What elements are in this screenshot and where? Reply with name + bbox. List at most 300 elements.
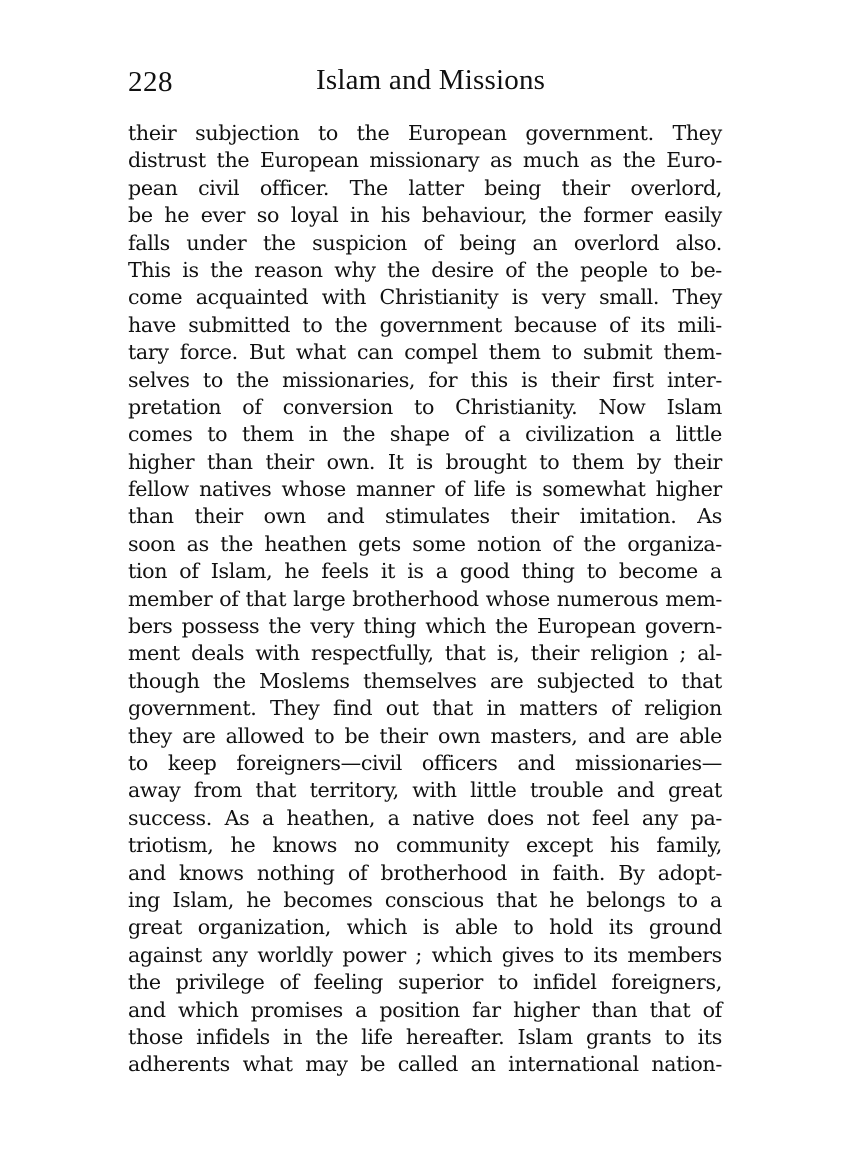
word: being [484,175,541,200]
word: the [342,422,376,447]
word: them [488,340,541,365]
word: may [305,1052,348,1077]
word: al- [697,641,722,666]
running-title: Islam and Missions [316,64,546,96]
word: Islam [517,1024,573,1049]
word: infidel [532,970,597,995]
word: of [464,422,484,447]
word: Islam, [210,559,273,584]
word: their [194,504,243,529]
word: be [360,1052,386,1077]
word: pa- [690,805,722,830]
word: religion [590,641,669,666]
word: any [211,942,248,967]
text-line [128,668,722,695]
text-line [128,120,722,147]
word: heathen [264,531,347,556]
word: in [486,696,506,721]
word: the [210,257,243,282]
word: out [385,696,419,721]
word: respectfully, [310,641,434,666]
word: pretation [128,394,222,419]
word: privilege [175,970,265,995]
word: to [513,915,534,940]
word: officer. [259,175,330,200]
word: the [268,614,302,639]
word: member [128,586,213,611]
text-line [128,367,722,394]
word: is [515,477,533,502]
word: that [444,641,486,666]
word: are [182,723,216,748]
word: brotherhood [380,860,507,885]
text-line [128,449,722,476]
word: easily [664,203,722,228]
word: the [356,121,390,145]
word: matters [519,696,598,721]
word: the [387,257,420,282]
word: of [552,531,572,556]
word: government [379,312,502,337]
word: keep [167,750,217,775]
text-line [128,312,722,339]
word: to [207,422,228,447]
word: is [182,257,199,282]
word: good [459,559,510,584]
word: their [550,367,600,392]
word: it [380,559,396,584]
text-line [128,503,722,530]
word: their [510,504,559,529]
word: an [532,230,558,255]
word: to [563,942,584,967]
word: he [164,203,190,228]
text-line [128,969,722,996]
word: suspicion [312,230,407,255]
word: European [408,121,507,145]
word: missionaries, [282,367,416,392]
word: which [177,997,239,1022]
word: are [635,723,669,748]
text-line [128,230,722,257]
text-line [128,860,722,887]
word: Christianity [379,285,499,310]
word: of [179,559,199,584]
word: Christianity. [455,394,578,419]
word: faith. [552,860,606,885]
word: ; [415,942,423,967]
word: be [344,723,370,748]
word: the [262,230,296,255]
word: to [659,257,680,282]
word: inter- [666,367,722,392]
word: called [397,1052,458,1077]
word: can [357,340,394,365]
word: its [640,312,666,337]
word: own [438,723,481,748]
word: any [641,805,678,830]
text-line [128,586,722,613]
word: his [380,203,411,228]
text-line [128,257,722,284]
word: and [326,504,365,529]
word: by [636,449,661,474]
word: submit [582,340,653,365]
word: their [379,723,428,748]
word: he [549,887,575,912]
word: as [589,148,612,173]
word: imitation. [579,504,677,529]
word: grants [586,1024,652,1049]
word: territory, [309,778,399,803]
word: that [245,586,287,611]
word: able [679,723,722,748]
word: knows [272,833,337,858]
word: and [128,997,166,1022]
text-line [128,1051,722,1078]
page-header [128,66,724,106]
word: hereafter. [405,1024,505,1049]
word: feel [592,805,630,830]
word: bers [128,614,173,639]
word: belongs [586,887,666,912]
word: that [432,696,473,721]
word: though [128,668,200,693]
word: little [470,778,517,803]
word: of [702,997,722,1022]
word: As [224,805,250,830]
page-number: 228 [128,66,173,98]
body-text [128,120,722,1079]
word: he [230,833,256,858]
word: But [249,340,285,365]
text-line [128,942,722,969]
word: loyal [290,203,339,228]
word: distrust [128,148,206,173]
word: superior [397,970,484,995]
word: so [256,203,280,228]
word: its [697,1024,722,1049]
text-line [128,202,722,229]
text-line [128,805,722,832]
word: first [612,367,654,392]
word: higher [655,477,722,502]
word: to [498,970,518,995]
word: of [279,970,299,995]
word: than [591,997,638,1022]
word: tary [128,340,169,365]
word: stimulates [385,504,490,529]
word: of [242,394,262,419]
word: deals [191,641,245,666]
word: except [525,833,593,858]
word: the [213,668,246,693]
word: to [317,121,338,145]
word: be [128,203,153,228]
word: numerous [556,586,659,611]
word: masters, [490,723,578,748]
word: govern- [644,614,722,639]
word: than [128,504,174,529]
word: the [535,257,569,282]
word: higher [128,449,195,474]
word: is [511,285,529,310]
word: It [387,449,404,474]
word: to [551,340,572,365]
word: as [186,531,209,556]
word: nation- [651,1052,722,1077]
word: feeling [313,970,383,995]
word: a [710,887,722,912]
word: Islam [666,394,722,419]
word: and [517,750,556,775]
word: their [673,449,722,474]
word: little [675,422,722,447]
word: they [128,723,172,748]
text-line [128,914,722,941]
word: whose [281,477,346,502]
word: the [622,148,656,173]
word: becomes [283,887,373,912]
word: very [310,614,355,639]
word: some [412,531,466,556]
word: and [587,723,626,748]
word: ever [200,203,246,228]
word: conversion [282,394,393,419]
word: As [697,504,722,529]
word: to [539,449,560,474]
word: and [616,778,655,803]
word: a [709,559,722,584]
word: own [263,504,306,529]
word: life [361,1024,393,1049]
word: power [342,942,406,967]
word: to [677,887,698,912]
word: with [412,778,457,803]
word: possess [181,614,260,639]
word: ; [679,641,686,666]
word: soon [128,531,176,556]
text-line [128,613,722,640]
word: They [672,285,722,310]
word: international [508,1052,639,1077]
word: pean [128,175,178,200]
word: knows [178,860,244,885]
word: latter [408,175,464,200]
word: ground [648,915,722,940]
word: infidels [196,1024,270,1049]
word: its [608,915,634,940]
word: than [207,449,253,474]
word: to [128,750,148,775]
word: This [128,257,171,282]
word: shape [389,422,450,447]
word: he [284,559,310,584]
word: not [546,805,580,830]
word: become [618,559,698,584]
word: somewhat [542,477,646,502]
text-line [128,284,722,311]
word: mili- [677,312,722,337]
word: worldly [257,942,333,967]
word: for [428,367,458,392]
word: are [490,668,524,693]
word: life [473,477,506,502]
word: notion [477,531,542,556]
word: adherents [128,1052,230,1077]
word: what [242,1052,293,1077]
word: the [538,203,572,228]
word: their [265,449,314,474]
text-line [128,832,722,859]
word: They [270,696,320,721]
word: fellow [128,477,189,502]
word: Islam, [172,887,234,912]
word: desire [431,257,494,282]
word: nothing [256,860,335,885]
word: great [667,778,722,803]
word: force. [179,340,238,365]
word: with [321,285,367,310]
word: civil [198,175,240,200]
word: religion [644,696,722,721]
text-line [128,421,722,448]
word: government. [525,121,654,145]
word: them [241,422,294,447]
word: a [648,422,661,447]
word: is [521,367,538,392]
word: the [128,970,161,995]
word: away [128,778,181,803]
word: his [609,833,640,858]
word: ment [128,641,180,666]
word: tion [128,559,168,584]
word: European [259,148,359,173]
word: They [672,121,722,145]
word: the [495,614,528,639]
word: those [128,1024,183,1049]
word: native [412,805,475,830]
text-line [128,777,722,804]
word: to [314,723,335,748]
word: adopt- [657,860,722,885]
word: which [431,942,493,967]
word: foreigners, [611,970,722,995]
word: organiza- [627,531,722,556]
word: of [609,312,629,337]
word: able [454,915,498,940]
word: a [387,805,400,830]
word: and [128,860,166,885]
word: to [302,312,323,337]
word: themselves [363,668,477,693]
word: that [681,668,722,693]
word: what [295,340,346,365]
word: he [246,887,272,912]
word: organization, [197,915,331,940]
word: of [219,586,239,611]
word: small. [599,285,660,310]
word: find [332,696,373,721]
word: is [422,915,440,940]
text-line [128,339,722,366]
word: reason [254,257,323,282]
word: selves [128,367,190,392]
word: the [220,531,253,556]
word: in [520,860,540,885]
word: their [530,641,580,666]
word: no [354,833,379,858]
word: in [283,1024,303,1049]
word: comes [128,422,193,447]
word: great [128,915,183,940]
word: officers [421,750,498,775]
word: brought [445,449,527,474]
word: gets [358,531,401,556]
word: the [315,1024,349,1049]
word: under [186,230,247,255]
word: position [379,997,460,1022]
word: which [425,614,486,639]
word: allowed [225,723,305,748]
word: mem- [665,586,722,611]
word: from [193,778,242,803]
word: overlord [573,230,660,255]
word: foreigners—civil [236,750,403,775]
word: their [128,121,177,145]
word: of [423,230,443,255]
word: missionary [369,148,480,173]
word: submitted [188,312,291,337]
word: that [255,778,297,803]
word: of [611,696,631,721]
word: members [627,942,722,967]
word: hold [549,915,594,940]
text-line [128,147,722,174]
word: ing [128,887,160,912]
text-line [128,1024,722,1051]
text-line [128,997,722,1024]
text-line [128,175,722,202]
word: feels [321,559,369,584]
text-line [128,558,722,585]
word: have [128,312,176,337]
word: the [334,312,368,337]
word: government. [128,696,257,721]
word: far [472,997,501,1022]
word: a [498,422,511,447]
word: of [505,257,525,282]
word: their [561,175,610,200]
word: to [202,367,223,392]
word: does [486,805,534,830]
text-line [128,887,722,914]
word: in [350,203,370,228]
text-line [128,640,722,667]
word: brotherhood [352,586,479,611]
word: as [489,148,513,173]
word: its [593,942,618,967]
word: much [522,148,580,173]
word: conscious [384,887,484,912]
word: the [583,531,616,556]
word: why [334,257,376,282]
word: the [236,367,269,392]
word: missionaries— [574,750,722,775]
word: thing [363,614,417,639]
word: is [416,449,433,474]
word: By [618,860,645,885]
